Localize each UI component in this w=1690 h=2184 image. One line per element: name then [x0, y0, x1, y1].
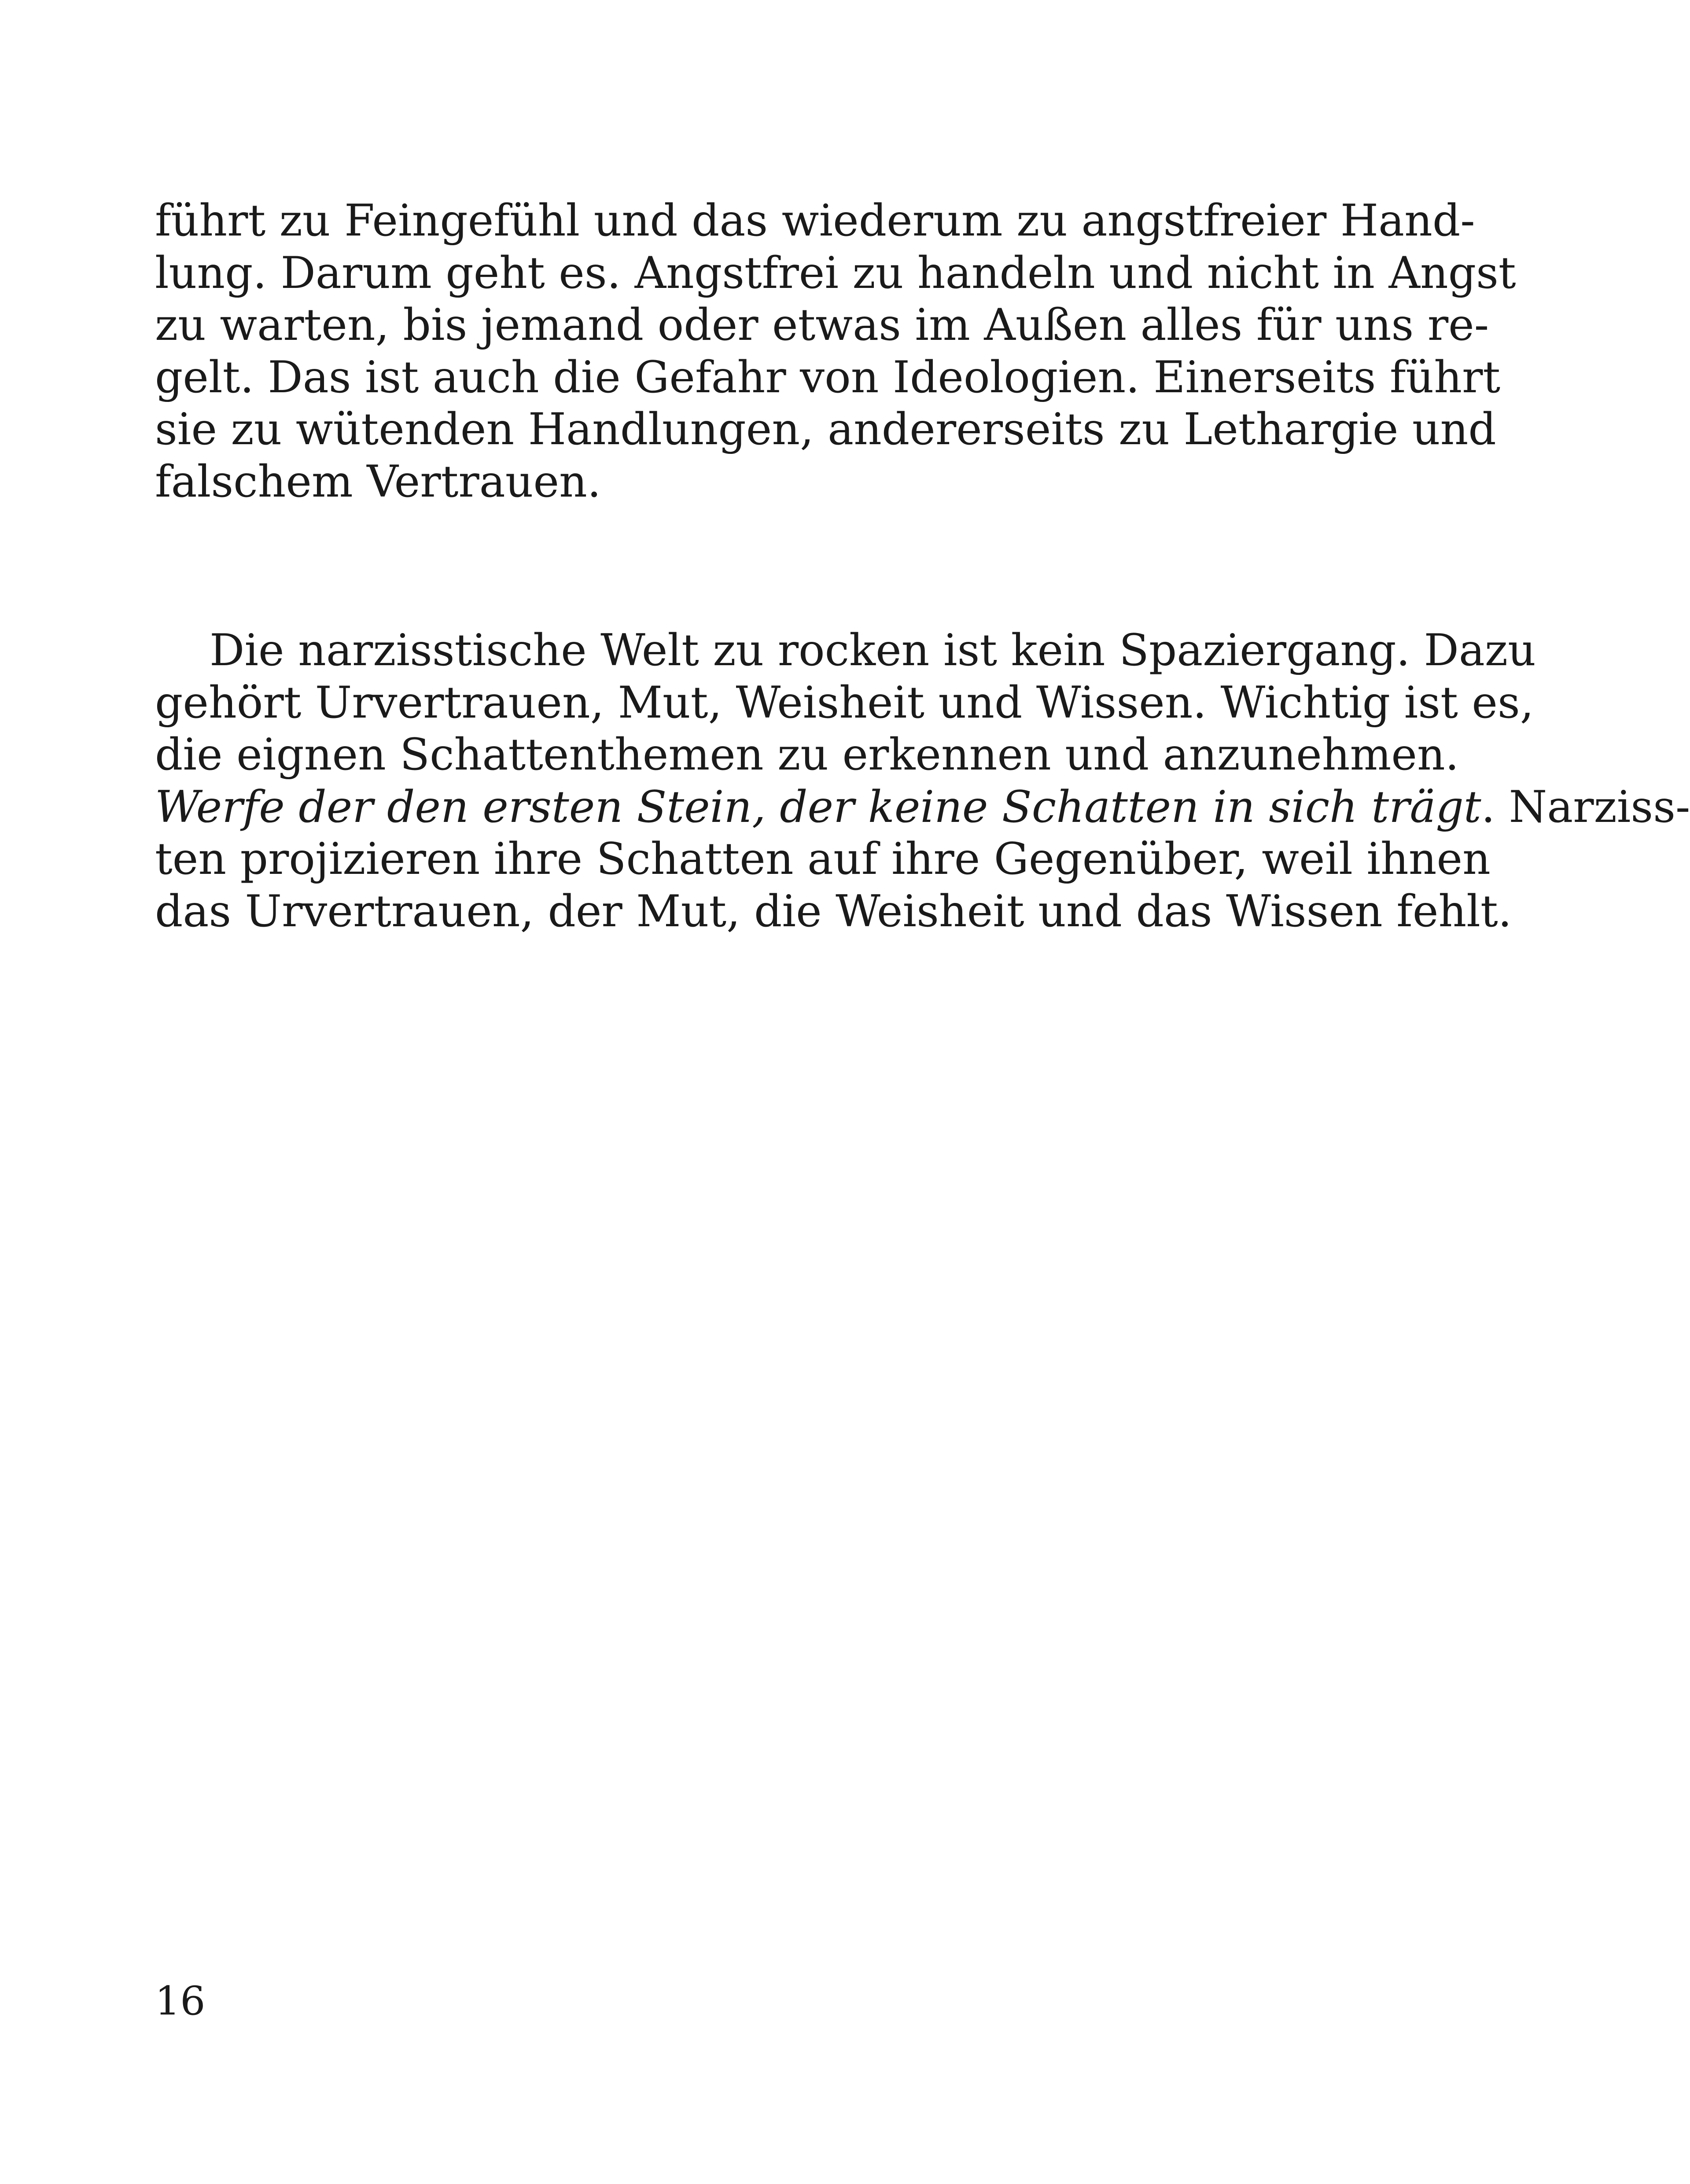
- italic-quote: Werfe der den ersten Stein, der keine Schatten in sich trägt: [155, 781, 1481, 832]
- text-line: das Urvertrauen, der Mut, die Weisheit und das Wissen fehlt.: [155, 886, 1512, 937]
- text-line: lung. Darum geht es. Angstfrei zu handeln und nicht in Angst: [155, 247, 1516, 298]
- text-line: ten projizieren ihre Schatten auf ihre Gegenüber, weil ihnen: [155, 834, 1491, 884]
- text-line: Die narzisstische Welt zu rocken ist kein Spaziergang. Dazu: [210, 625, 1536, 676]
- text-line: sie zu wütenden Handlungen, andererseits zu Lethargie und: [155, 404, 1496, 455]
- text-line-with-quote: [155, 781, 1690, 834]
- text-line: zu warten, bis jemand oder etwas im Außen alles für uns re-: [155, 300, 1489, 350]
- text-line: führt zu Feingefühl und das wiederum zu angstfreier Hand-: [155, 195, 1475, 246]
- page-number: 16: [155, 1978, 206, 2024]
- text-line: die eignen Schattenthemen zu erkennen und anzunehmen.: [155, 729, 1459, 780]
- text-line: gelt. Das ist auch die Gefahr von Ideologien. Einerseits führt: [155, 352, 1501, 403]
- paragraph-1: [155, 195, 1516, 508]
- text-line: falschem Vertrauen.: [155, 456, 601, 507]
- quote-continuation: . Narziss-: [1481, 781, 1690, 832]
- paragraph-2: [155, 625, 1690, 938]
- text-line: gehört Urvertrauen, Mut, Weisheit und Wissen. Wichtig ist es,: [155, 677, 1534, 728]
